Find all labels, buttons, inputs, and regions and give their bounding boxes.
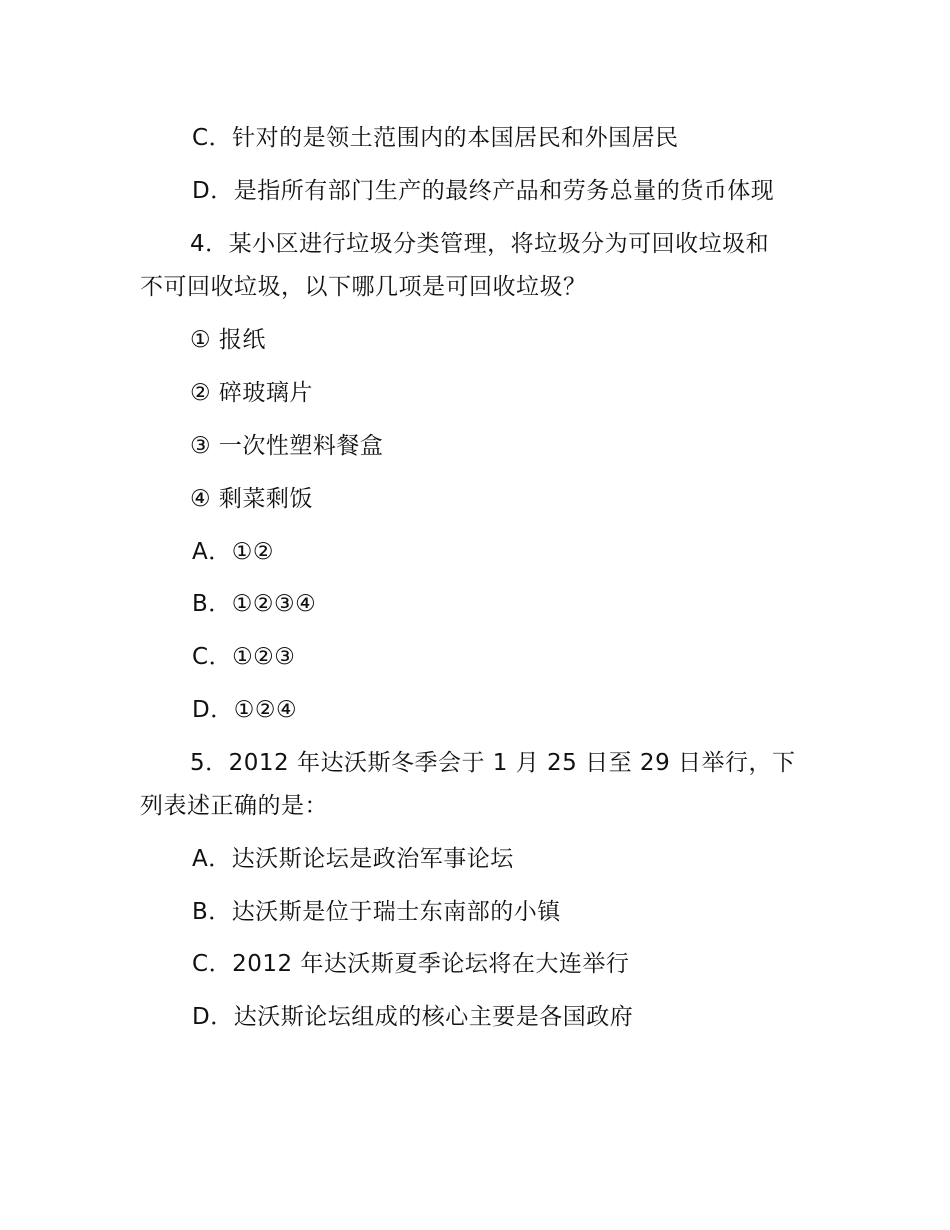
q4-item-4: ④ 剩菜剩饭: [190, 486, 313, 512]
q4-item-2: ② 碎玻璃片: [190, 380, 313, 406]
option-label: D: [192, 697, 211, 723]
option-text: ．2012 年达沃斯夏季论坛将在大连举行: [208, 951, 630, 977]
option-label: C: [192, 644, 209, 670]
q3-option-c: [192, 122, 679, 154]
option-label: B: [192, 899, 209, 925]
q5-option-d: [192, 1001, 633, 1033]
q5-option-c: [192, 948, 629, 980]
q5-stem-line2: 列表述正确的是：: [140, 793, 328, 819]
option-label: D: [192, 178, 211, 204]
q4-stem-line2: 不可回收垃圾，以下哪几项是可回收垃圾？: [140, 274, 587, 300]
q4-stem-line1: 4．某小区进行垃圾分类管理，将垃圾分为可回收垃圾和: [190, 231, 770, 257]
option-label: C: [192, 951, 209, 977]
q5-option-a: [192, 843, 514, 875]
option-label: C: [192, 125, 209, 151]
option-label: D: [192, 1004, 211, 1030]
option-text: ．是指所有部门生产的最终产品和劳务总量的货币体现: [210, 178, 775, 204]
option-text: ．①②③: [208, 644, 296, 670]
option-text: ．①②④: [210, 697, 298, 723]
q4-option-c: [192, 641, 295, 673]
option-text: ．①②: [208, 539, 274, 565]
q4-option-a: [192, 536, 274, 568]
q4-option-d: [192, 694, 297, 726]
option-text: ．针对的是领土范围内的本国居民和外国居民: [208, 125, 679, 151]
option-label: A: [192, 539, 209, 565]
option-label: B: [192, 591, 209, 617]
q4-item-3: ③ 一次性塑料餐盒: [190, 433, 384, 459]
option-text: ．达沃斯是位于瑞士东南部的小镇: [208, 899, 561, 925]
option-text: ．达沃斯论坛组成的核心主要是各国政府: [210, 1004, 634, 1030]
q5-stem-line1: 5．2012 年达沃斯冬季会于 1 月 25 日至 29 日举行，下: [190, 750, 796, 776]
q4-item-1: ① 报纸: [190, 327, 266, 353]
q4-option-b: [192, 588, 316, 620]
option-text: ．达沃斯论坛是政治军事论坛: [208, 846, 514, 872]
q3-option-d: [192, 175, 774, 207]
q5-option-b: [192, 896, 561, 928]
option-text: ．①②③④: [208, 591, 317, 617]
option-label: A: [192, 846, 209, 872]
